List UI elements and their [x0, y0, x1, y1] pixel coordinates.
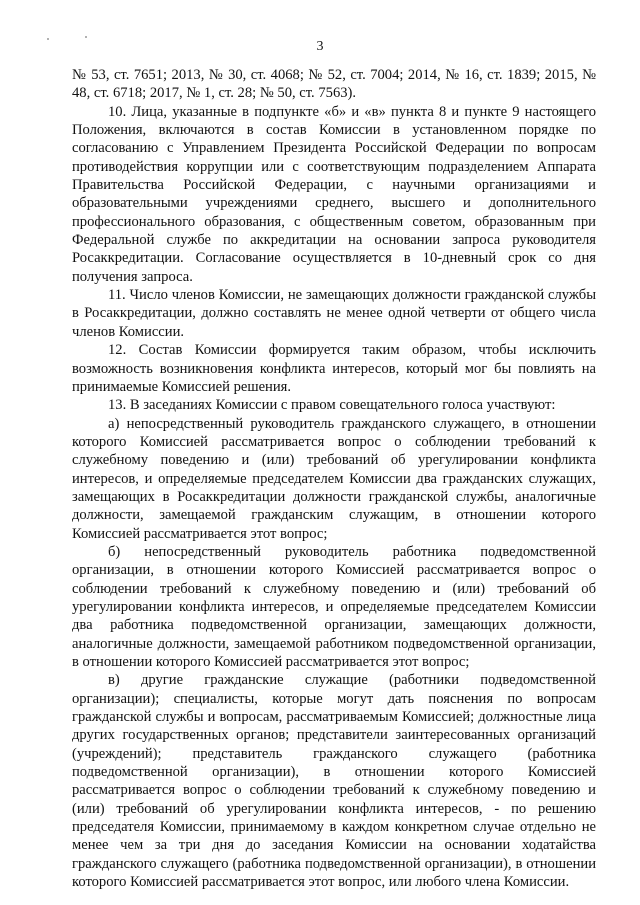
page-number: 3 [316, 39, 324, 54]
paragraph-subitem-a: а) непосредственный руководитель гражданского служащего, в отношении которого Комиссией рассматривается вопрос о соблюдении требований к служебному поведению и (или) требований об урегулировании конфликта интересов, и определяемые председателем Комиссии два гражданских служащих, замещающих в Росаккредитации должности гражданской службы, аналогичные должности, замещаемой гражданским служащим, в отношении которого Комиссией рассматривается этот вопрос; [72, 415, 596, 542]
paragraph-item-12: 12. Состав Комиссии формируется таким образом, чтобы исключить возможность возникновения конфликта интересов, который мог бы повлиять на принимаемые Комиссией решения. [72, 342, 596, 395]
paragraph-item-13: 13. В заседаниях Комиссии с правом совещательного голоса участвуют: [108, 397, 556, 414]
paragraph-citation-continuation: № 53, ст. 7651; 2013, № 30, ст. 4068; № 52, ст. 7004; 2014, № 16, ст. 1839; 2015, № 48, ст. 6718; 2017, № 1, ст. 28; № 50, ст. 7563). [72, 67, 596, 102]
paragraph-subitem-b: б) непосредственный руководитель работника подведомственной организации, в отношении которого Комиссией рассматривается вопрос о соблюдении требований к служебному поведению и (или) требований об урегулировании конфликта интересов, и определяемые председателем Комиссии два работника подведомственной организации, замещающих должности, аналогичные должности, замещаемой работником подведомственной организации, в отношении которого Комиссией рассматривается этот вопрос; [72, 543, 596, 670]
document-body [72, 66, 596, 891]
paragraph-item-10: 10. Лица, указанные в подпункте «б» и «в» пункта 8 и пункте 9 настоящего Положения, включаются в состав Комиссии в установленном порядке по согласованию с Управлением Президента Российской Федерации по вопросам противодействия коррупции или с соответствующим подразделением Аппарата Правительства Российской Федерации, с научными организациями и образовательными учреждениями среднего, высшего и дополнительного профессионального образования, с общественным советом, образованным при Федеральной службе по аккредитации на основании запроса руководителя Росаккредитации. Согласование осуществляется в 10-дневный срок со дня получения запроса. [72, 103, 596, 285]
paragraph-subitem-v: в) другие гражданские служащие (работники подведомственной организации); специалисты, которые могут дать пояснения по вопросам гражданской службы и вопросам, рассматриваемым Комиссией; должностные лица других государственных органов; представители заинтересованных организаций (учреждений); представитель гражданского служащего (работника подведомственной организации), в отношении которого Комиссией рассматривается вопрос о соблюдении требований к служебному поведению и (или) требований об урегулировании конфликта интересов, - по решению председателя Комиссии, принимаемому в каждом конкретном случае отдельно не менее чем за три дня до заседания Комиссии на основании ходатайства гражданского служащего (работника подведомственной организации), в отношении которого Комиссией рассматривается этот вопрос, или любого члена Комиссии. [72, 672, 596, 891]
paragraph-item-11: 11. Число членов Комиссии, не замещающих должности гражданской службы в Росаккредитации, должно составлять не менее одной четверти от общего числа членов Комиссии. [72, 287, 596, 340]
